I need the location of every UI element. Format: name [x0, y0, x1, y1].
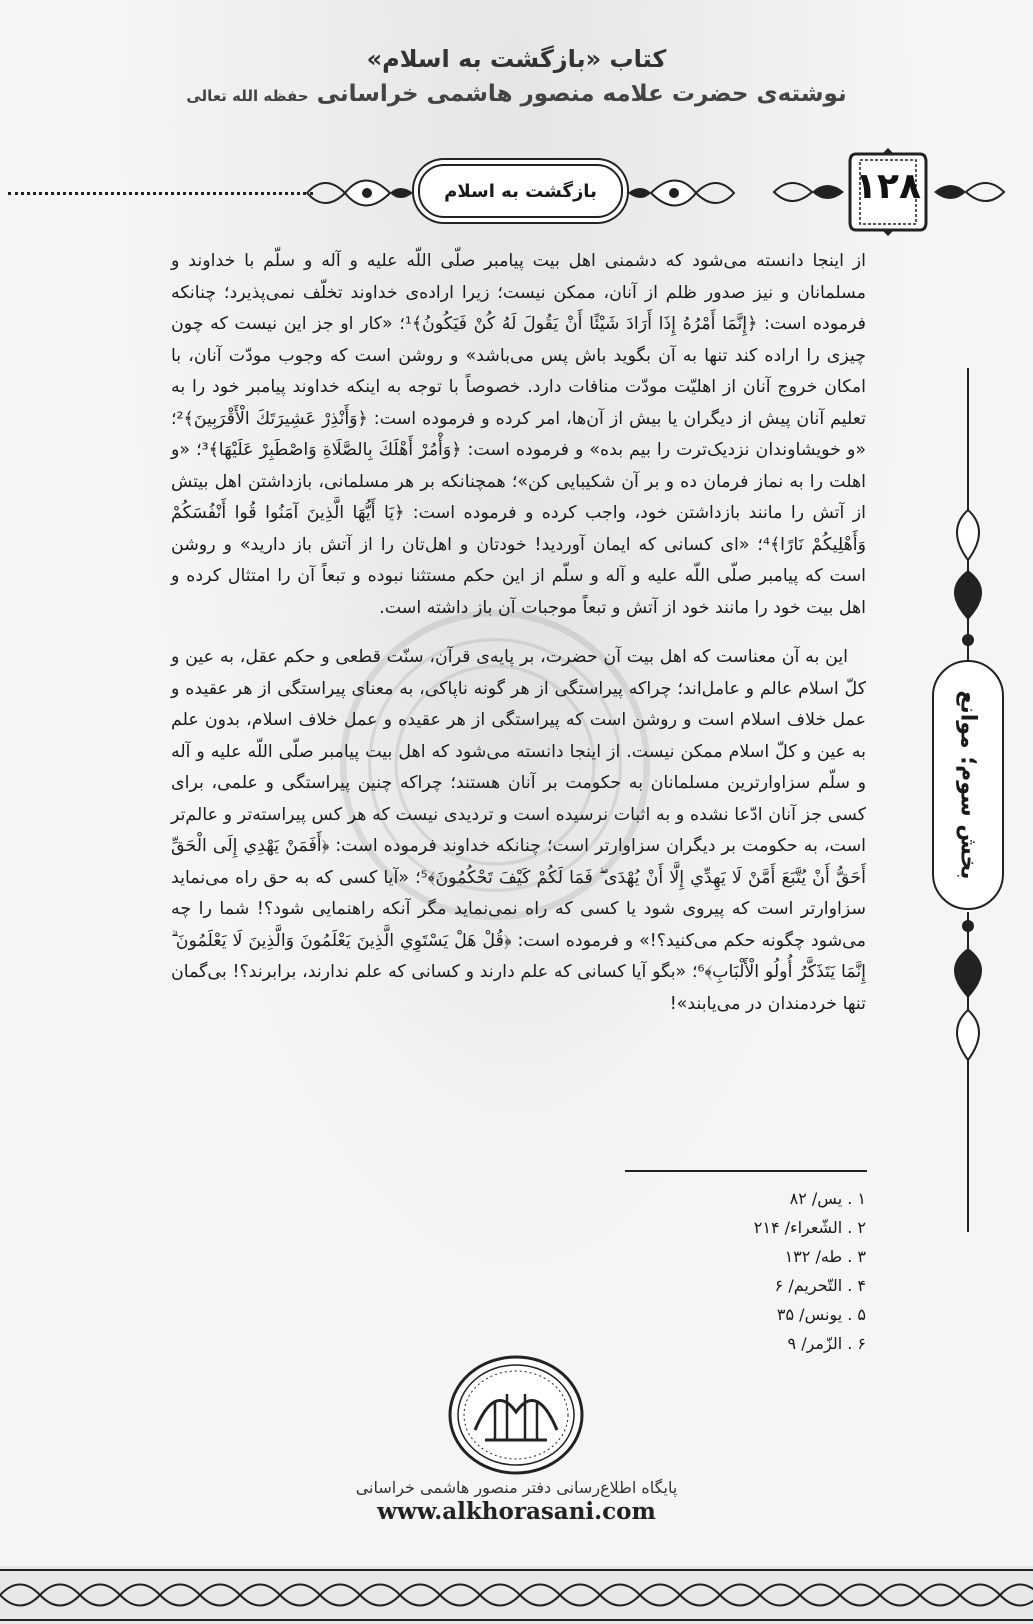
page-number-left-flourish-icon — [772, 172, 846, 212]
footnote-item: ۴ . التّحریم/ ۶ — [774, 1276, 866, 1295]
main-text — [171, 246, 866, 1020]
author-honorific: حفظه الله تعالی — [186, 87, 309, 105]
section-side-label — [932, 660, 1004, 910]
book-title: کتاب «بازگشت به اسلام» — [366, 45, 667, 73]
site-url: www.alkhorasani.com — [377, 1498, 656, 1525]
page-number-right-flourish-icon — [932, 172, 1006, 212]
left-arabesque-icon — [305, 168, 415, 218]
book-author — [0, 78, 1033, 112]
header-dotted-rule — [8, 192, 313, 195]
footnote-item: ۱ . یس/ ۸۲ — [789, 1189, 866, 1208]
paragraph-2: این به آن معناست که اهل بیت آن حضرت، بر پایه‌ی قرآن، سنّت قطعی و حکم عقل، به عین و کلّ اسلام عالم و عامل‌اند؛ چراکه پیراستگی از هر گونه ناپاکی، به معنای پیراستگی از هر عقیده و عمل خلاف اسلام است و روشن است که پیراستگی از هر عقیده و عمل خلاف اسلام، بدون علم به عین و کلّ اسلام ممکن نیست. از اینجا دانسته می‌شود که اهل بیت پیامبر صلّی اللّه علیه و آله و سلّم سزاوارترین مسلمانان به حکومت بر آنان هستند؛ چراکه چنین پیراستگی و علمی، برای کسی جز آنان ادّعا نشده و به اثبات نرسیده است و تردیدی نیست که هر کس پیراسته‌تر و عالم‌تر است، به حکومت بر دیگران سزاوارتر است؛ چنانکه خداوند فرموده است: ﴿أَفَمَنْ يَهْدِي إِلَى الْحَقِّ أَحَقُّ أَنْ يُتَّبَعَ أَمَّنْ لَا يَهِدِّي إِلَّا أَنْ يُهْدَى ۖ فَمَا لَكُمْ كَيْفَ تَحْكُمُونَ﴾⁵؛ «آیا کسی که به حق راه می‌نماید سزاوارتر است که پیروی شود یا کسی که راه نمی‌نماید مگر آنکه راهنمایی شود؟! شما را چه می‌شود چگونه حکم می‌کنید؟!» و فرموده است: ﴿قُلْ هَلْ يَسْتَوِي الَّذِينَ يَعْلَمُونَ وَالَّذِينَ لَا يَعْلَمُونَ ۗ إِنَّمَا يَتَذَكَّرُ أُولُو الْأَلْبَابِ﴾⁶؛ «بگو آیا کسانی که علم دارند و کسانی که علم ندارند، برابرند؟! بی‌گمان تنها خردمندان در می‌یابند»! — [171, 647, 867, 1014]
footnote-list — [600, 1184, 866, 1358]
running-header — [0, 148, 1033, 238]
side-vertical-rule-bottom — [967, 1082, 969, 1232]
footnote-divider — [625, 1170, 867, 1172]
right-arabesque-icon — [626, 168, 736, 218]
paragraph-1: از اینجا دانسته می‌شود که دشمنی اهل بیت پیامبر صلّی اللّه علیه و آله و سلّم با خداوند و مسلمانان و نیز صدور ظلم از آنان، ممکن نیست؛ زیرا اراده‌ی خداوند تخلّف نمی‌پذیرد؛ چنانکه فرموده است: ﴿إِنَّمَا أَمْرُهُ إِذَا أَرَادَ شَيْئًا أَنْ يَقُولَ لَهُ كُنْ فَيَكُونُ﴾¹؛ «کار او جز این نیست که چون چیزی را اراده کند تنها به آن بگوید باش پس می‌باشد» و روشن است که وجوب مودّت آنان، با امکان خروج آنان از اهلیّت مودّت منافات دارد. خصوصاً با توجه به اینکه خداوند پیامبر خود را به تعلیم آنان پیش از دیگران یا بیش از آن‌ها، امر کرده و فرموده است: ﴿وَأَنْذِرْ عَشِيرَتَكَ الْأَقْرَبِينَ﴾²؛ «و خویشاوندان نزدیک‌ترت را بیم بده» و فرموده است: ﴿وَأْمُرْ أَهْلَكَ بِالصَّلَاةِ وَاصْطَبِرْ عَلَيْهَا﴾³؛ «و اهلت را به نماز فرمان ده و بر آن شکیبایی کن»؛ همچنانکه بر هر مسلمانی، بازداشتن اهل بیتش از آتش را مانند بازداشتن خود، واجب کرده و فرموده است: ﴿يَا أَيُّهَا الَّذِينَ آمَنُوا قُوا أَنْفُسَكُمْ وَأَهْلِيكُمْ نَارًا﴾⁴؛ «ای کسانی که ایمان آوردید! خودتان و اهل‌تان را از آتش باز دارید» و روشن است که پیامبر صلّی اللّه علیه و آله و سلّم از این حکم مستثنا نبوده و تبعاً آن را امتثال کرده و اهل بیت خود را مانند خود از آتش و تبعاً موجبات آن باز داشته است. — [171, 251, 867, 618]
publisher-seal-logo — [445, 1352, 587, 1478]
side-vertical-rule-top — [967, 368, 969, 488]
section-side-label-text: بخش سوم؛ موانع — [955, 690, 981, 880]
author-name: نوشته‌ی حضرت علامه منصور هاشمی خراسانی — [316, 81, 847, 107]
book-header — [0, 42, 1033, 112]
bottom-ornamental-border — [0, 1566, 1033, 1624]
side-floral-bottom-icon — [940, 912, 996, 1082]
footnote-item: ۶ . الزّمر/ ۹ — [787, 1334, 866, 1353]
side-floral-top-icon — [940, 480, 996, 660]
footnote-item: ۳ . طه/ ۱۳۲ — [784, 1247, 866, 1266]
footnote-item: ۵ . یونس/ ۳۵ — [776, 1305, 866, 1324]
page-number: ۱۲۸ — [855, 166, 921, 207]
running-title: بازگشت به اسلام — [418, 164, 623, 218]
site-caption: پایگاه اطلاع‌رسانی دفتر منصور هاشمی خراسانی — [355, 1478, 678, 1497]
footnote-item: ۲ . الشّعراء/ ۲۱۴ — [753, 1218, 866, 1237]
